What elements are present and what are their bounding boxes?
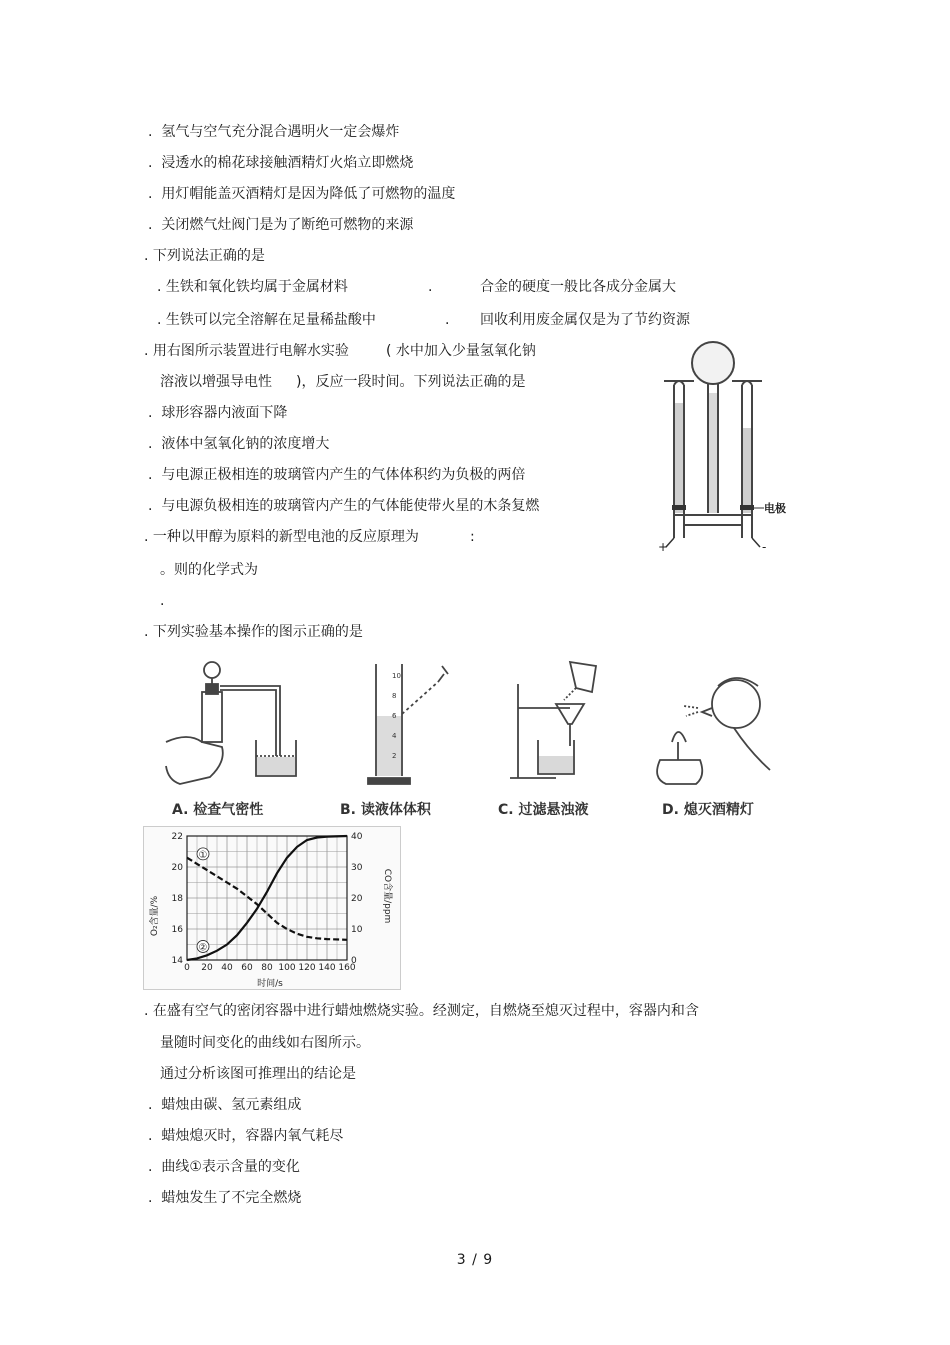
question-stem-line2: 溶液以增强导电性 [160, 374, 272, 390]
option-a: . 球形容器内液面下降 [148, 405, 288, 421]
x-tick-label: 20 [201, 963, 213, 973]
series-name-label: ① [198, 849, 208, 861]
cylinder-tick-label: 6 [392, 712, 397, 720]
oxygen-co-curve-chart [143, 826, 401, 990]
series-name-label: ② [198, 942, 208, 954]
lab-operations-figure [140, 652, 790, 824]
question-stem: . 用右图所示装置进行电解水实验 [144, 343, 349, 359]
caption-d: D. 熄灭酒精灯 [662, 802, 754, 818]
colon: : [470, 529, 475, 545]
y-right-axis-label: CO含量/ppm [382, 868, 392, 924]
y-right-tick-label: 10 [351, 925, 363, 935]
cylinder-tick-label: 2 [392, 752, 397, 760]
option-d: . 关闭燃气灶阀门是为了断绝可燃物的来源 [148, 217, 414, 233]
question-stem-line3: . [160, 593, 165, 609]
page-number: 3 / 9 [456, 1252, 494, 1268]
y-left-axis-label: O₂含量/% [150, 895, 160, 937]
option-c: . 与电源正极相连的玻璃管内产生的气体体积约为负极的两倍 [148, 467, 526, 483]
question-stem: . 在盛有空气的密闭容器中进行蜡烛燃烧实验。经测定，自燃烧至熄灭过程中，容器内和含 [144, 1003, 699, 1019]
option-marker: . [428, 279, 433, 295]
y-right-tick-label: 20 [351, 894, 363, 904]
option-a: . 蜡烛由碳、氢元素组成 [148, 1097, 302, 1113]
y-left-tick-label: 14 [171, 956, 183, 966]
blowing-out-lamp-drawing [657, 678, 770, 784]
electrolysis-apparatus-figure [652, 333, 786, 558]
question-stem: . 一种以甲醇为原料的新型电池的反应原理为 [144, 529, 419, 545]
question-stem: . 下列实验基本操作的图示正确的是 [144, 624, 363, 640]
question-stem-line3: 通过分析该图可推理出的结论是 [160, 1066, 356, 1082]
x-tick-label: 40 [221, 963, 233, 973]
option-b: 合金的硬度一般比各成分金属大 [480, 279, 676, 295]
positive-terminal: + [658, 540, 669, 554]
x-tick-label: 140 [318, 963, 336, 973]
x-tick-label: 160 [338, 963, 356, 973]
electrode-label: 电极 [764, 502, 786, 515]
x-tick-label: 0 [184, 963, 190, 973]
x-axis-label: 时间/s [257, 979, 283, 989]
option-d: . 与电源负极相连的玻璃管内产生的气体能使带火星的木条复燃 [148, 498, 540, 514]
option-c: . 生铁可以完全溶解在足量稀盐酸中 [157, 312, 376, 328]
y-right-tick-label: 0 [351, 956, 357, 966]
question-stem: . 下列说法正确的是 [144, 248, 265, 264]
option-marker: . [445, 312, 450, 328]
option-b: . 浸透水的棉花球接触酒精灯火焰立即燃烧 [148, 155, 414, 171]
option-d: 回收利用废金属仅是为了节约资源 [480, 312, 690, 328]
option-b: . 液体中氢氧化钠的浓度增大 [148, 436, 330, 452]
option-d: . 蜡烛发生了不完全燃烧 [148, 1190, 302, 1206]
y-left-tick-label: 16 [171, 925, 183, 935]
x-tick-label: 100 [278, 963, 296, 973]
caption-c: C. 过滤悬浊液 [498, 802, 589, 818]
question-stem-note: ( 水中加入少量氢氧化钠 [386, 343, 536, 359]
cylinder-tick-label: 8 [392, 692, 397, 700]
caption-b: B. 读液体体积 [340, 802, 431, 818]
y-left-tick-label: 22 [171, 832, 183, 842]
y-left-tick-label: 20 [171, 863, 183, 873]
cylinder-tick-label: 10 [392, 672, 401, 680]
option-b: . 蜡烛熄灭时，容器内氧气耗尽 [148, 1128, 344, 1144]
caption-a: A. 检查气密性 [172, 802, 264, 818]
x-tick-label: 60 [241, 963, 253, 973]
y-right-tick-label: 30 [351, 863, 363, 873]
option-c: . 用灯帽能盖灭酒精灯是因为降低了可燃物的温度 [148, 186, 456, 202]
x-tick-label: 120 [298, 963, 316, 973]
negative-terminal: - [762, 540, 767, 554]
y-left-tick-label: 18 [171, 894, 183, 904]
question-stem-line2: 量随时间变化的曲线如右图所示。 [160, 1035, 370, 1051]
y-right-tick-label: 40 [351, 832, 363, 842]
option-c: . 曲线①表示含量的变化 [148, 1159, 300, 1175]
option-a: . 氢气与空气充分混合遇明火一定会爆炸 [148, 124, 400, 140]
option-a: . 生铁和氧化铁均属于金属材料 [157, 279, 348, 295]
question-stem-line2: 。则的化学式为 [160, 562, 258, 578]
question-stem-line2b: )，反应一段时间。下列说法正确的是 [296, 374, 526, 390]
x-tick-label: 80 [261, 963, 273, 973]
cylinder-tick-label: 4 [392, 732, 397, 740]
